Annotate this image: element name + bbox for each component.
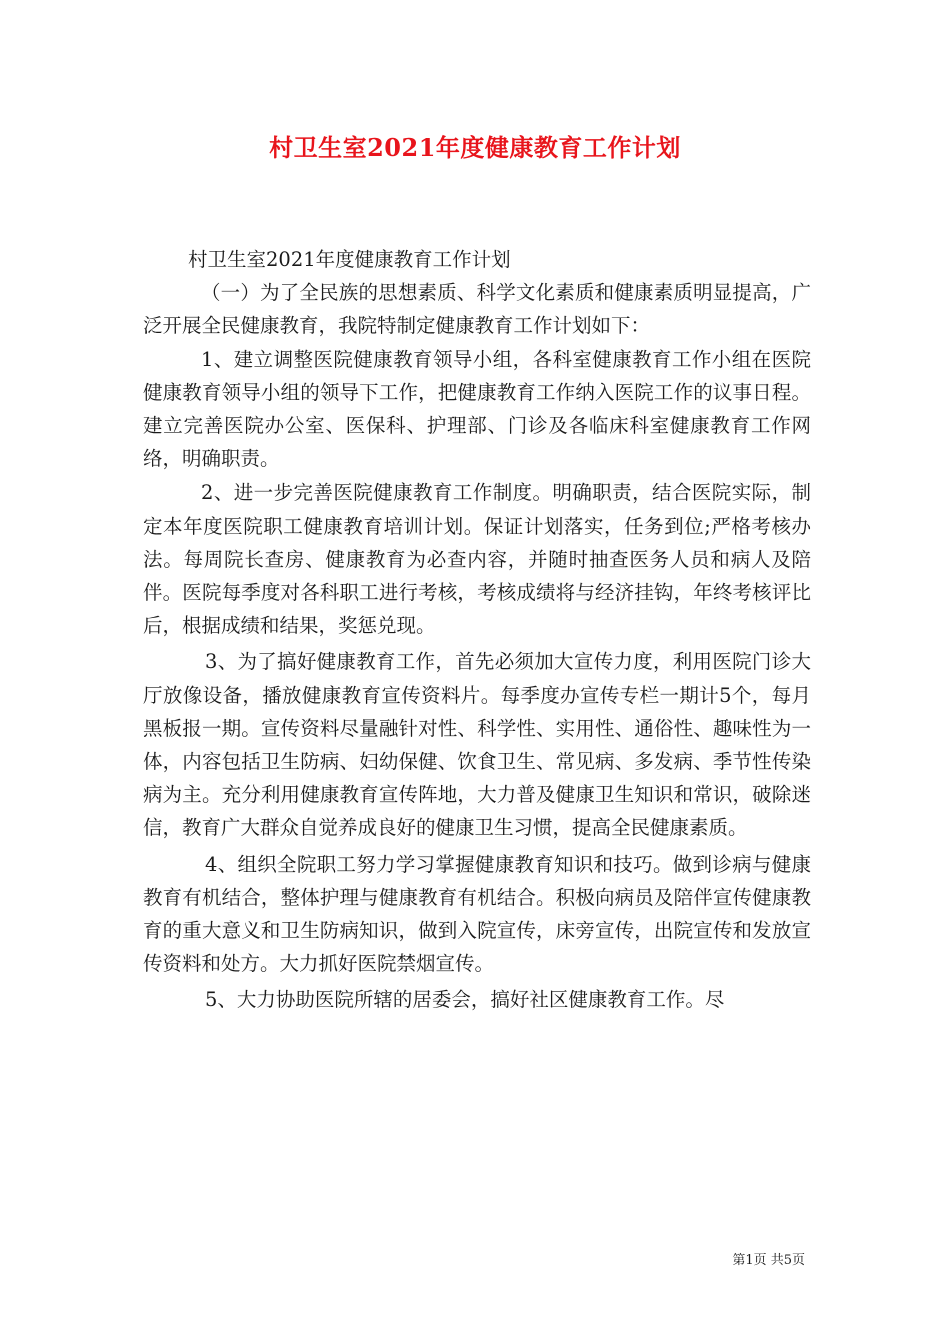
page-number: 第1页 共5页 [732, 1253, 805, 1268]
paragraph-1: 1、建立调整医院健康教育领导小组，各科室健康教育工作小组在医院健康教育领导小组的领导下工作，把健康教育工作纳入医院工作的议事日程。建立完善医院办公室、医保科、护理部、门诊及各临床科室健康教育工作网络，明确职责。 [143, 347, 811, 471]
paragraph-4: 4、组织全院职工努力学习掌握健康教育知识和技巧。做到诊病与健康教育有机结合，整体护理与健康教育有机结合。积极向病员及陪伴宣传健康教育的重大意义和卫生防病知识，做到入院宣传，床旁宣传，出院宣传和发放宣传资料和处方。大力抓好医院禁烟宣传。 [143, 852, 811, 976]
page-title: 村卫生室2021年度健康教育工作计划 [269, 133, 681, 162]
document-body [143, 243, 811, 1017]
paragraph-3: 3、为了搞好健康教育工作，首先必须加大宣传力度，利用医院门诊大厅放像设备，播放健康教育宣传资料片。每季度办宣传专栏一期计5个，每月黑板报一期。宣传资料尽量融针对性、科学性、实用性、通俗性、趣味性为一体，内容包括卫生防病、妇幼保健、饮食卫生、常见病、多发病、季节性传染病为主。充分利用健康教育宣传阵地，大力普及健康卫生知识和常识，破除迷信，教育广大群众自觉养成良好的健康卫生习惯，提高全民健康素质。 [143, 650, 811, 840]
document-subtitle: 村卫生室2021年度健康教育工作计划 [188, 248, 511, 271]
paragraph-intro: （一）为了全民族的思想素质、科学文化素质和健康素质明显提高，广泛开展全民健康教育，我院特制定健康教育工作计划如下： [143, 281, 811, 338]
paragraph-5: 5、大力协助医院所辖的居委会，搞好社区健康教育工作。尽 [205, 988, 725, 1012]
paragraph-2: 2、进一步完善医院健康教育工作制度。明确职责，结合医院实际，制定本年度医院职工健康教育培训计划。保证计划落实，任务到位;严格考核办法。每周院长查房、健康教育为必查内容，并随时抽查医务人员和病人及陪伴。医院每季度对各科职工进行考核，考核成绩将与经济挂钩，年终考核评比后，根据成绩和结果，奖惩兑现。 [143, 481, 811, 638]
